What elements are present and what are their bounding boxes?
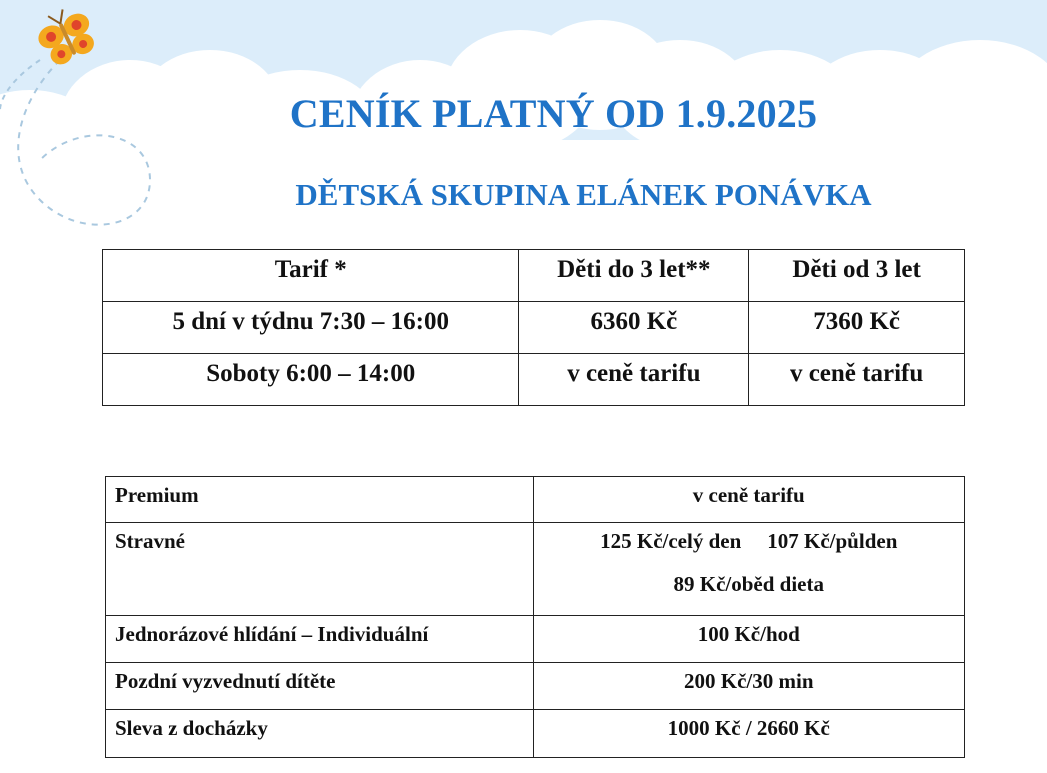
row-value: 89 Kč/oběd dieta [673, 572, 824, 596]
page-title: CENÍK PLATNÝ OD 1.9.2025 [289, 91, 818, 136]
row-value-group [533, 523, 964, 616]
table-cell: Soboty 6:00 – 14:00 [103, 354, 519, 406]
row-value: 1000 Kč / 2660 Kč [533, 710, 964, 758]
table-cell: 7360 Kč [749, 302, 965, 354]
row-label: Premium [106, 477, 534, 523]
row-label: Pozdní vyzvednutí dítěte [106, 663, 534, 710]
row-value: v ceně tarifu [533, 477, 964, 523]
table-row [106, 523, 965, 616]
table-row [103, 354, 965, 406]
header-cell-tariff: Tarif * [103, 250, 519, 302]
extras-table [105, 476, 965, 758]
row-label: Jednorázové hlídání – Individuální [106, 616, 534, 663]
table-cell: v ceně tarifu [749, 354, 965, 406]
row-value: 125 Kč/celý den [600, 529, 742, 553]
table-row [106, 663, 965, 710]
table-cell: 5 dní v týdnu 7:30 – 16:00 [103, 302, 519, 354]
table-row [103, 302, 965, 354]
tariff-table [102, 249, 965, 406]
row-label: Stravné [106, 523, 534, 616]
table-cell: v ceně tarifu [519, 354, 749, 406]
page-subtitle: DĚTSKÁ SKUPINA ELÁNEK PONÁVKA [295, 177, 872, 212]
header-cell-over-3: Děti od 3 let [749, 250, 965, 302]
row-value: 107 Kč/půlden [767, 529, 898, 553]
table-row [106, 710, 965, 758]
table-header-row [103, 250, 965, 302]
table-row [106, 616, 965, 663]
header-cell-under-3: Děti do 3 let** [519, 250, 749, 302]
row-value: 200 Kč/30 min [533, 663, 964, 710]
table-cell: 6360 Kč [519, 302, 749, 354]
table-row [106, 477, 965, 523]
row-label: Sleva z docházky [106, 710, 534, 758]
row-value: 100 Kč/hod [533, 616, 964, 663]
